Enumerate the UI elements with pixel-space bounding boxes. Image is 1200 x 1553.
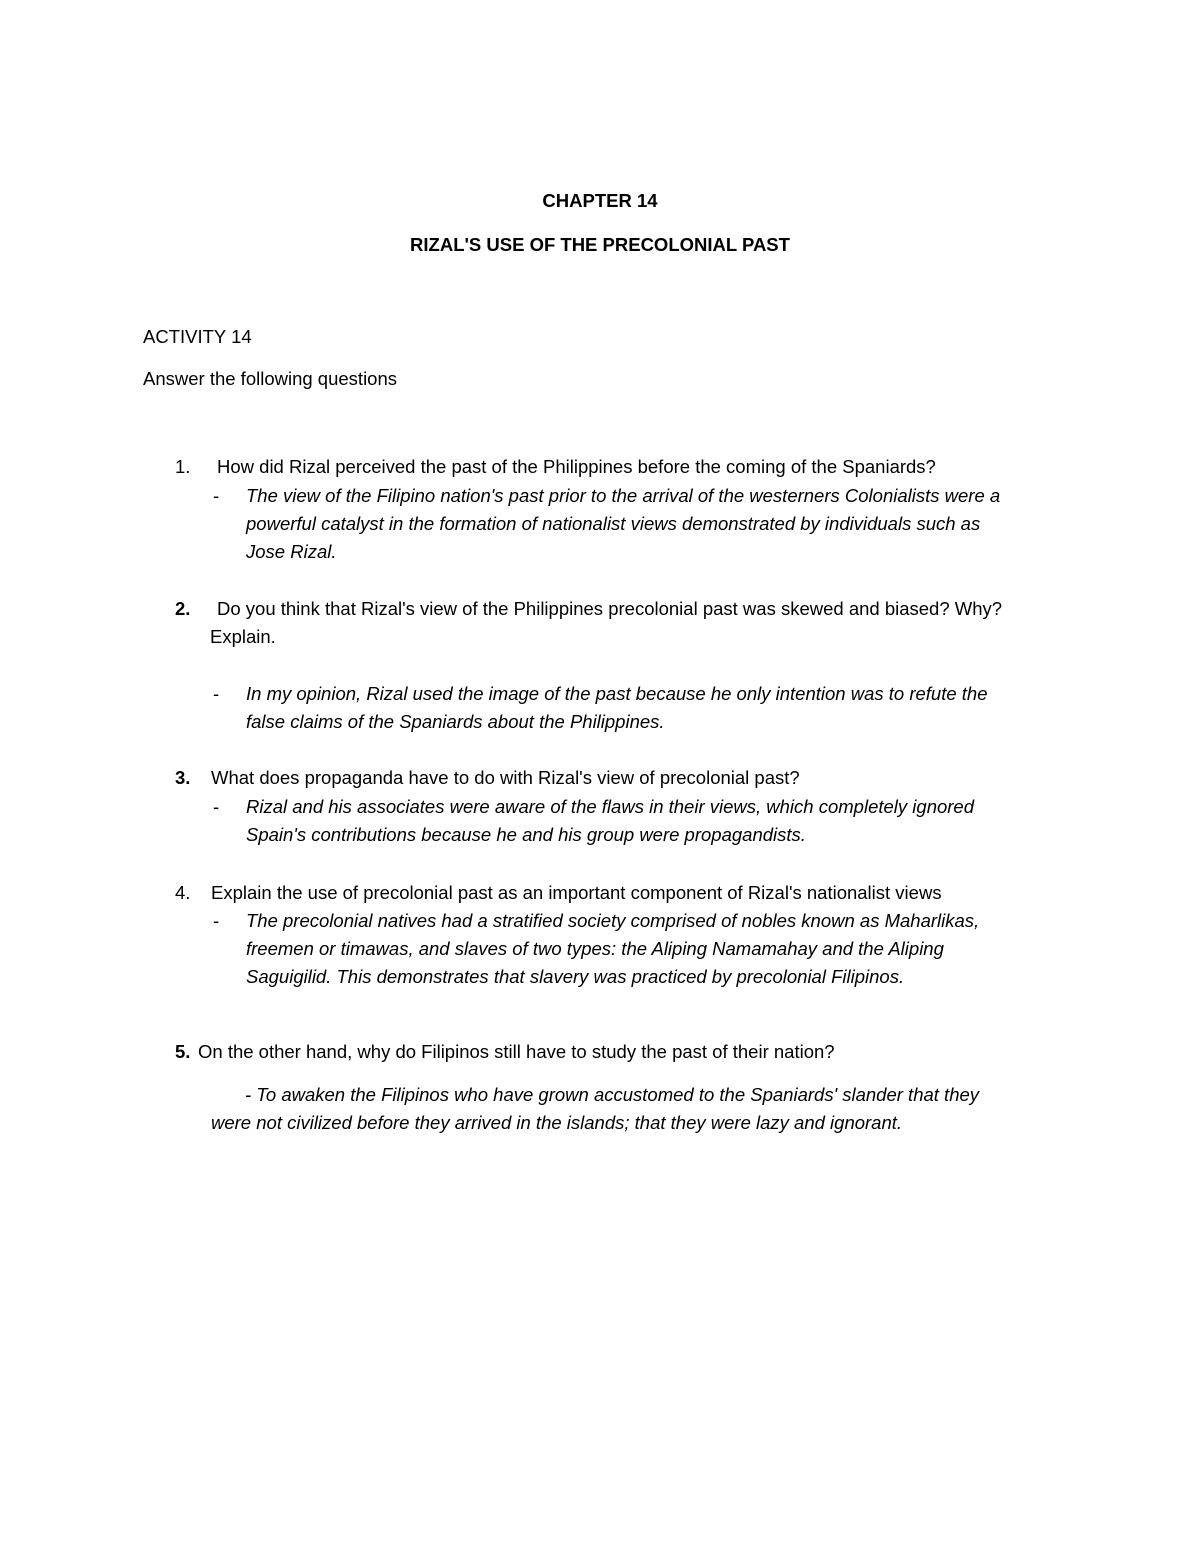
question-text: Do you think that Rizal's view of the Philippines precolonial past was skewed and biased? Why? (217, 598, 1003, 619)
answer-dash: - (213, 796, 220, 817)
instruction-text: Answer the following questions (143, 368, 398, 389)
answer-line: false claims of the Spaniards about the Philippines. (246, 711, 665, 732)
answer-line: Saguigilid. This demonstrates that slavery was practiced by precolonial Filipinos. (246, 966, 905, 987)
answer-line: Rizal and his associates were aware of the flaws in their views, which completely ignored (246, 796, 975, 817)
question-text: On the other hand, why do Filipinos still have to study the past of their nation? (198, 1041, 835, 1062)
answer-line: were not civilized before they arrived in the islands; that they were lazy and ignorant. (211, 1112, 903, 1133)
answer-line: In my opinion, Rizal used the image of the past because he only intention was to refute the (246, 683, 988, 704)
answer-line: Spain's contributions because he and his group were propagandists. (246, 824, 806, 845)
question-number: 5. (175, 1041, 191, 1062)
question-text: How did Rizal perceived the past of the Philippines before the coming of the Spaniards? (217, 456, 936, 477)
answer-line: freemen or timawas, and slaves of two types: the Aliping Namamahay and the Aliping (246, 938, 944, 959)
answer-dash: - (213, 485, 220, 506)
answer-line: The precolonial natives had a stratified society comprised of nobles known as Maharlikas, (246, 910, 980, 931)
answer-dash: - (213, 910, 220, 931)
answer-line: The view of the Filipino nation's past prior to the arrival of the westerners Colonialists were a (246, 485, 1001, 506)
answer-line: - To awaken the Filipinos who have grown accustomed to the Spaniards' slander that they (245, 1084, 980, 1105)
question-text: What does propaganda have to do with Rizal's view of precolonial past? (211, 767, 800, 788)
question-number: 4. (175, 882, 191, 903)
question-text: Explain the use of precolonial past as an important component of Rizal's nationalist views (211, 882, 942, 903)
question-number: 3. (175, 767, 191, 788)
answer-line: powerful catalyst in the formation of nationalist views demonstrated by individuals such as (246, 513, 981, 534)
answer-line: Jose Rizal. (246, 541, 337, 562)
question-number: 1. (175, 456, 191, 477)
activity-label: ACTIVITY 14 (143, 326, 252, 347)
chapter-heading: CHAPTER 14 (542, 190, 658, 211)
question-text-cont: Explain. (210, 626, 276, 647)
question-number: 2. (175, 598, 191, 619)
chapter-title: RIZAL'S USE OF THE PRECOLONIAL PAST (410, 234, 790, 255)
answer-dash: - (213, 683, 220, 704)
